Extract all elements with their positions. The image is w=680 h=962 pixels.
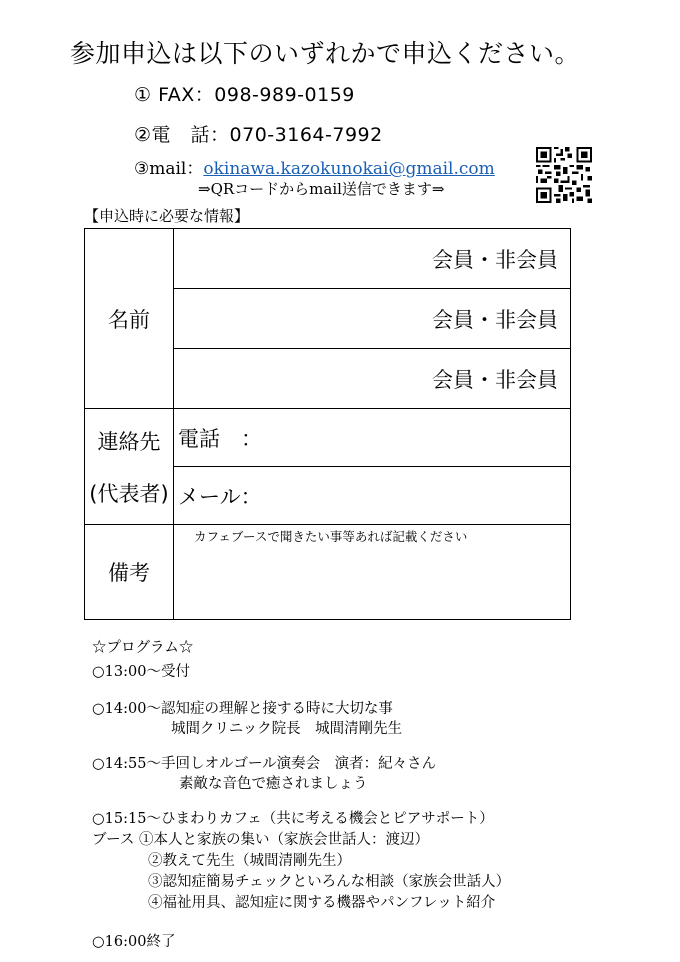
qr-note: ⇒QRコードからmail送信できます⇒ — [198, 180, 445, 198]
program-title: ☆プログラム☆ — [92, 640, 194, 656]
program-reception: ○13:00～受付 — [92, 664, 190, 680]
program-lecture-speaker: 城間クリニック院長 城間清剛先生 — [171, 721, 403, 737]
phone-label: 電話 ： — [178, 426, 262, 451]
section-label: 【申込時に必要な情報】 — [84, 207, 250, 225]
email-field[interactable] — [174, 467, 571, 525]
name-field-2[interactable] — [174, 289, 571, 349]
remarks-hint: カフェブースで聞きたい事等あれば記載ください — [194, 529, 468, 544]
program-booth-1: ブース ①本人と家族の集い（家族会世話人：渡辺） — [92, 832, 429, 848]
name-field-3[interactable] — [174, 349, 571, 409]
email-label: メール： — [178, 484, 262, 509]
program-booth-2: ②教えて先生（城間清剛先生） — [148, 853, 351, 869]
program-concert: ○14:55～手回しオルゴール演奏会 演者：紀々さん — [92, 756, 437, 772]
mail-prefix: ③mail： — [134, 159, 204, 179]
application-form — [84, 228, 571, 620]
program-lecture: ○14:00～認知症の理解と接する時に大切な事 — [92, 701, 393, 717]
member-option-3[interactable]: 会員・非会員 — [432, 367, 558, 392]
remarks-field[interactable] — [174, 525, 571, 620]
program-end: ○16:00終了 — [92, 934, 176, 950]
page-title: 参加申込は以下のいずれかで申込ください。 — [70, 39, 581, 68]
program-booth-3: ③認知症簡易チェックといろんな相談（家族会世話人） — [148, 874, 511, 890]
contact-label — [85, 409, 174, 525]
name-field-1[interactable] — [174, 229, 571, 289]
program-cafe: ○15:15～ひまわりカフェ（共に考える機会とピアサポート） — [92, 811, 494, 827]
name-label: 名前 — [85, 229, 174, 409]
mail-link[interactable]: okinawa.kazokunokai@gmail.com — [203, 159, 495, 179]
mail-row — [134, 154, 495, 179]
contact-label-line2: (代表者) — [89, 481, 169, 506]
phone-number: ②電 話：070-3164-7992 — [134, 124, 383, 146]
member-option-2[interactable]: 会員・非会員 — [432, 307, 558, 332]
program-booth-4: ④福祉用具、認知症に関する機器やパンフレット紹介 — [148, 895, 496, 911]
qr-code-icon[interactable] — [536, 147, 592, 203]
program-concert-note: 素敵な音色で癒されましょう — [179, 776, 368, 792]
member-option-1[interactable]: 会員・非会員 — [432, 247, 558, 272]
remarks-label: 備考 — [85, 525, 174, 620]
contact-label-line1: 連絡先 — [97, 429, 161, 454]
fax-number: ① FAX：098-989-0159 — [134, 84, 355, 106]
phone-field[interactable] — [174, 409, 571, 467]
